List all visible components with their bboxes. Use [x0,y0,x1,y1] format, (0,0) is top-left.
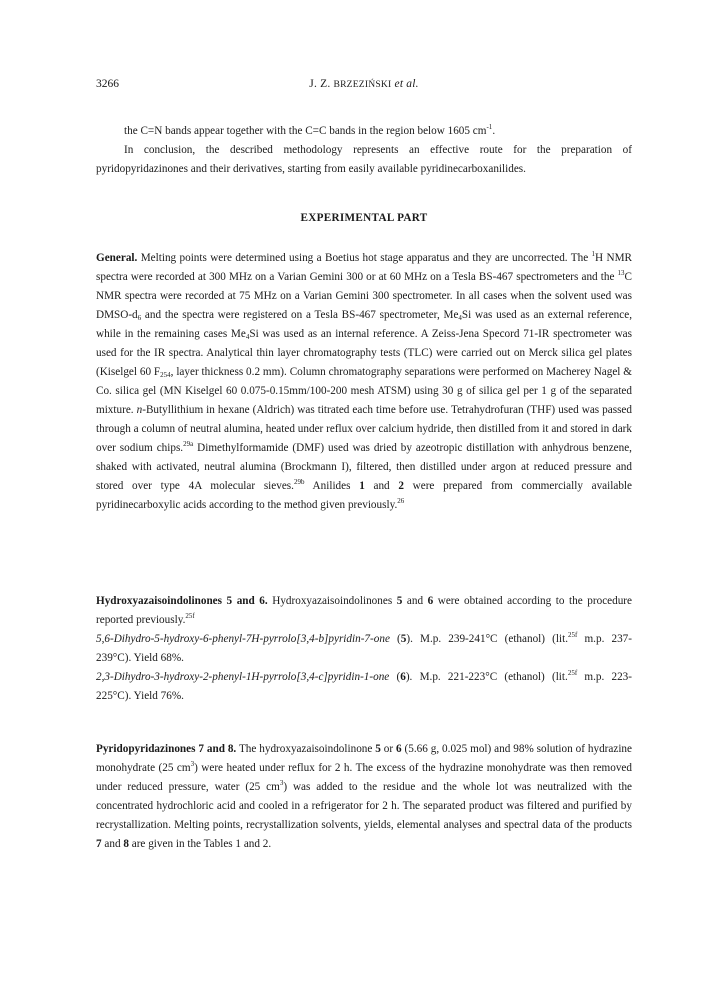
pyrido-paragraph: Pyridopyridazinones 7 and 8. The hydroxyazaisoindolinone 5 or 6 (5.66 g, 0.025 mol) and 98% solution of hydrazine monohydrate (25 $cm^3$) were heated under reflux for 2 h. The excess of the hydrazine monohydrate was then removed under reduced pressure, water (25 $cm^3$) was added to the residue and the whole lot was neutralized with the concentrated hydrochloric acid and cooled in a refrigerator for 2 h. The separated product was filtered and purified by recrystallization. Melting points, recrystallization solvents, yields, elemental analyses and spectral data of the products 7 and 8 are given in the Tables 1 and 2. [96,743,633,850]
compound-5-name: 5,6-Dihydro-5-hydroxy-6-phenyl-7H-pyrrolo[3,4-b]pyridin-7-one [96,633,390,645]
general-paragraph: General. Melting points were determined using a Boetius hot stage apparatus and they are uncorrected. The $^1$H NMR spectra were recorded at 300 MHz on a Varian Gemini 300 or at 60 MHz on a Tesla BS-467 spectrometers and the $^{13}$C NMR spectra were recorded at 75 MHz on a Varian Gemini 300 spectrometer. In all cases when the solvent used was DMSO-$d_6$ and the spectra were registered on a Tesla BS-467 spectrometer, $Me_4Si$ was used as an external reference, while in the remaining cases $Me_4Si$ was used as an internal reference. A Zeiss-Jena Specord 71-IR spectrometer was used for the IR spectra. Analytical thin layer chromatography tests (TLC) were carried out on Merck silica gel plates (Kiselgel 60 $F_{254}$, layer thickness 0.2 mm). Column chromatography separations were performed on Macherey Nagel & Co. silica gel (MN Kiselgel 60 0.075-0.15mm/100-200 mesh ATSM) using 30 g of silica gel per 1 g of the separated mixture. n-Butyllithium in hexane (Aldrich) was titrated each time before use. Tetrahydrofuran (THF) used was passed through a column of neutral alumina, heated under reflux over calcium hydride, then distilled from it and stored in dark over sodium chips.$^{29a}$ Dimethylformamide (DMF) used was dried by azeotropic distillation with anhydrous benzene, shaked with activated, neutral alumina (Brockmann I), filtered, then distilled under argon at reduced pressure and stored over type 4A molecular sieves.$^{29b}$ Anilides 1 and 2 were prepared from commercially available pyridinecarboxylic acids according to the method given previously.$^{26}$ [96,250,632,511]
compound-6-entry: 2,3-Dihydro-3-hydroxy-2-phenyl-1H-pyrrolo[3,4-c]pyridin-1-one (6). M.p. 221-223°C (ethanol) (lit.$^{25f}$ m.p. 223-225°C). Yield 76%. [96,669,632,702]
running-head [96,78,632,90]
hydroxy-label: Hydroxyazaisoindolinones 5 and 6. [96,595,268,607]
experimental-heading: EXPERIMENTAL PART [300,212,428,224]
hydroxy-section [96,592,632,706]
intro-cn-paragraph: the C=N bands appear together with the C=C bands in the region below 1605 $cm^{-1}$. [124,123,496,137]
running-head-initials: J. Z. [309,78,334,90]
general-label: General. [96,252,138,264]
running-head-author: BRZEZIŃSKI [333,79,392,90]
compound-5-entry: 5,6-Dihydro-5-hydroxy-6-phenyl-7H-pyrrolo[3,4-b]pyridin-7-one (5). M.p. 239-241°C (ethanol) (lit.$^{25f}$ m.p. 237-239°C). Yield 68%. [96,631,632,664]
conclusion-paragraph: In conclusion, the described methodology represents an effective route for the preparation of pyridopyridazinones and their derivatives, starting from easily available pyridinecarboxanilides. [96,144,632,175]
general-section [96,249,632,515]
intro-section [96,122,632,179]
hydroxy-paragraph: Hydroxyazaisoindolinones 5 and 6. Hydroxyazaisoindolinones 5 and 6 were obtained according to the procedure reported previously.$^{25f}$ [96,595,632,626]
running-head-etal: et al. [394,78,419,90]
compound-6-name: 2,3-Dihydro-3-hydroxy-2-phenyl-1H-pyrrolo[3,4-c]pyridin-1-one [96,671,390,683]
page-number: 3266 [96,78,119,90]
pyrido-label: Pyridopyridazinones 7 and 8. [96,743,237,755]
pyrido-section [96,740,632,854]
experimental-heading-block [96,209,632,228]
page-header [96,78,632,94]
